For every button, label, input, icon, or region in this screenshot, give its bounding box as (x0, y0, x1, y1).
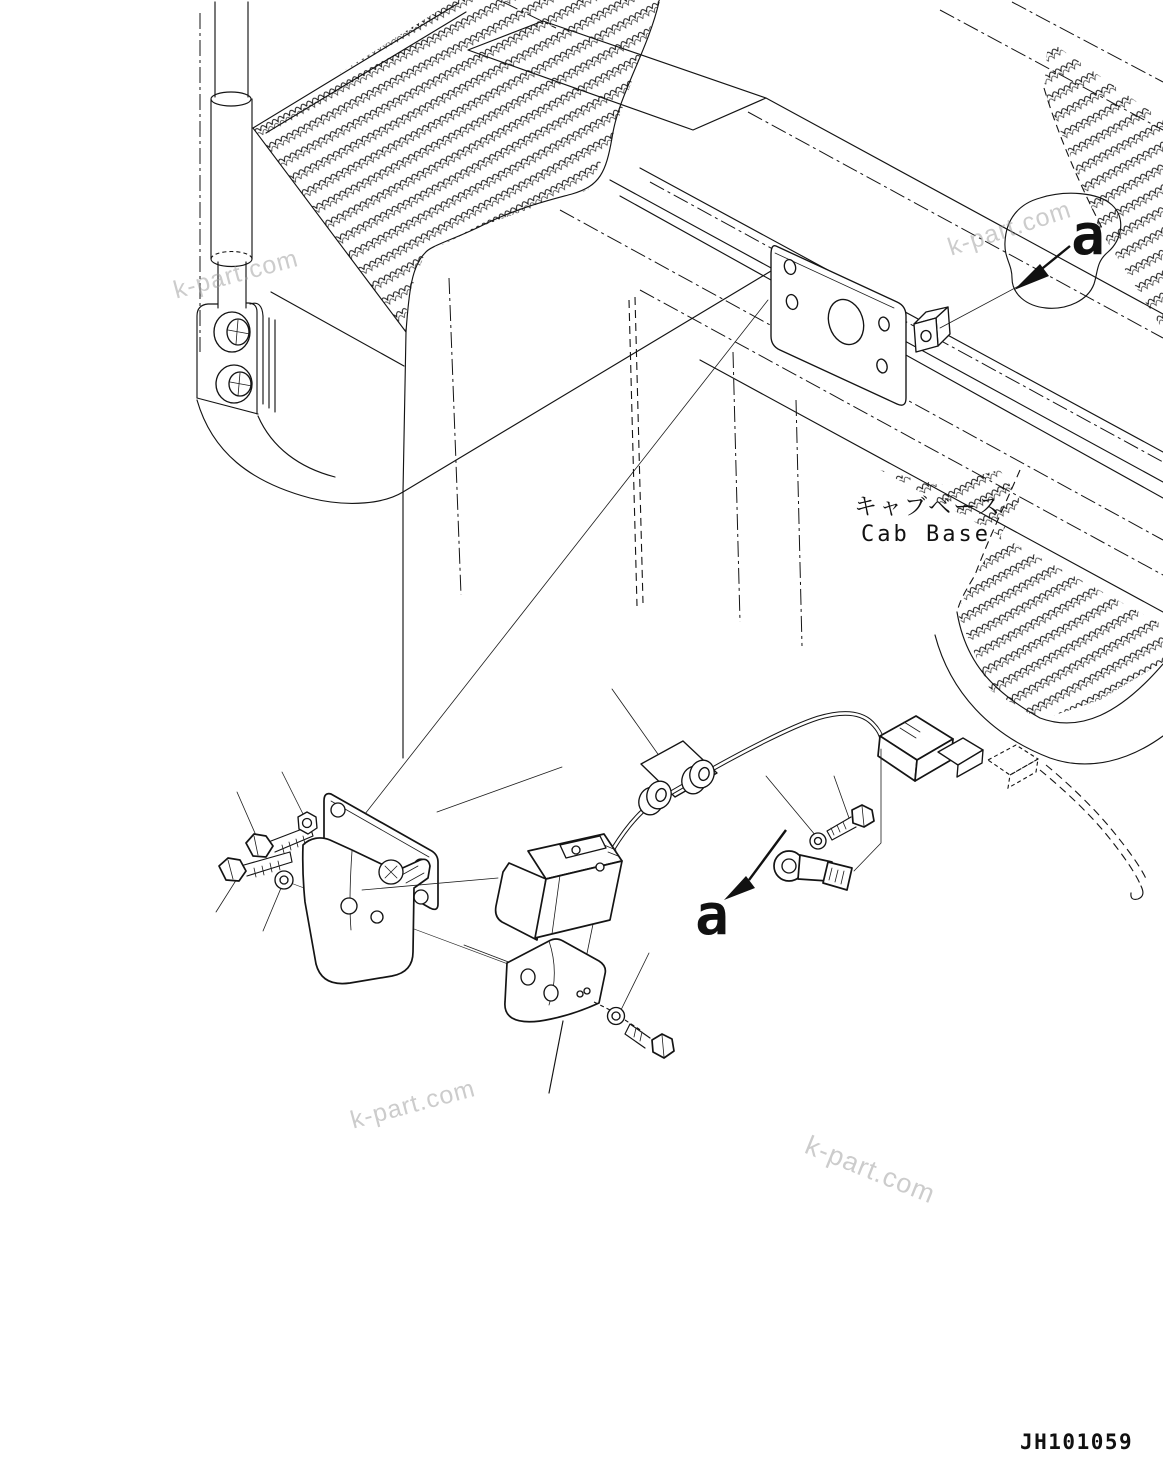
cover-group (464, 939, 674, 1093)
watermark-bottom-right: k-part.com (800, 1129, 940, 1210)
walkway-tread-panel (253, 0, 660, 332)
washer (608, 1008, 625, 1025)
ring-terminal-group (695, 776, 874, 948)
watermarks (170, 195, 1074, 1209)
washer (810, 833, 826, 849)
right-tread-panels (880, 40, 1163, 764)
view-callout-a-top: a (1071, 203, 1105, 268)
watermark-top-left: k-part.com (170, 244, 302, 305)
washer (275, 871, 293, 889)
antenna-pole (200, 2, 252, 352)
cab-base-structure (197, 0, 1163, 764)
view-callout-a-side: a (695, 883, 729, 948)
cover-bracket (505, 939, 606, 1093)
cab-base-label-jp: キャブベース (854, 494, 1002, 520)
watermark-bottom-left: k-part.com (347, 1074, 479, 1135)
wiring-harness-group (362, 689, 1147, 968)
bracket-screw-top (214, 312, 250, 352)
bolt (827, 805, 874, 840)
mounting-plate (771, 246, 906, 405)
front-wall (403, 271, 802, 758)
nut-block (914, 307, 950, 352)
mating-connector (988, 745, 1147, 899)
nut (298, 812, 317, 834)
ring-terminal (774, 851, 852, 890)
drawing-number: JH101059 (1020, 1430, 1134, 1454)
bolt (625, 1024, 674, 1058)
bracket-screw-bottom (216, 365, 252, 403)
exploded-parts-group (216, 300, 768, 984)
watermark-top-right: k-part.com (944, 195, 1075, 262)
cab-base-label-en: Cab Base (861, 522, 991, 547)
harness-connector (854, 716, 983, 871)
antenna-bracket (197, 292, 404, 503)
